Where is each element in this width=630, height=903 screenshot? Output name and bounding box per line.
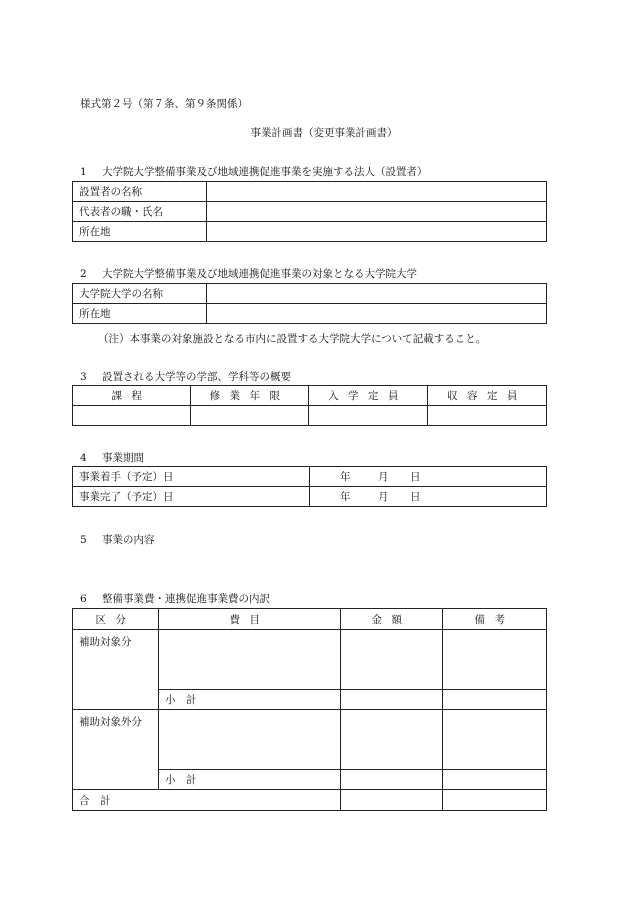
table-header-row (73, 386, 547, 406)
section-2-heading (80, 266, 417, 281)
total-capacity-field[interactable] (428, 406, 547, 426)
column-header: 区分 (73, 609, 159, 630)
table-row (73, 304, 547, 324)
table-header-row (73, 609, 547, 630)
section-title: 大学院大学整備事業及び地域連携促進事業を実施する法人（設置者） (102, 166, 428, 178)
table-row (73, 630, 547, 690)
form-number: 様式第２号（第７条、第９条関係） (80, 98, 248, 110)
table-row (73, 284, 547, 304)
course-field[interactable] (73, 406, 191, 426)
row-label: 所在地 (73, 222, 207, 242)
section-number: 6 (80, 593, 87, 605)
table-row (73, 710, 547, 770)
total-amount-field[interactable] (341, 790, 443, 811)
subtotal-remarks-field[interactable] (443, 690, 547, 710)
table-row (73, 406, 547, 426)
section-number: 3 (80, 371, 87, 383)
section-title: 事業期間 (102, 452, 144, 464)
row-label: 事業着手（予定）日 (73, 467, 310, 487)
project-period-table (72, 466, 547, 507)
remarks-field[interactable] (443, 710, 547, 770)
day-label: 日 (410, 491, 421, 503)
row-label: 所在地 (73, 304, 207, 324)
section-3-heading (80, 369, 291, 384)
remarks-field[interactable] (443, 630, 547, 690)
year-label: 年 (340, 471, 351, 483)
section-6-heading (80, 591, 270, 606)
column-header: 収容定員 (428, 386, 547, 406)
section-title: 設置される大学等の学部、学科等の概要 (102, 371, 291, 383)
section-1-heading (80, 164, 428, 179)
amount-field[interactable] (341, 630, 443, 690)
admission-capacity-field[interactable] (309, 406, 428, 426)
month-label: 月 (378, 471, 389, 483)
establisher-address-field[interactable] (207, 222, 547, 242)
representative-field[interactable] (207, 202, 547, 222)
start-date-field[interactable] (310, 467, 547, 487)
month-label: 月 (378, 491, 389, 503)
faculty-overview-table (72, 385, 547, 426)
section-number: 2 (80, 268, 87, 280)
section-5-heading (80, 532, 155, 547)
section-number: 1 (80, 166, 87, 178)
column-header: 課程 (73, 386, 191, 406)
row-label: 代表者の職・氏名 (73, 202, 207, 222)
category-label: 補助対象外分 (73, 710, 159, 790)
expense-item-field[interactable] (159, 630, 341, 690)
subtotal-label: 小 計 (159, 770, 341, 790)
section-4-heading (80, 450, 144, 465)
total-remarks-field[interactable] (443, 790, 547, 811)
section-title: 事業の内容 (102, 534, 155, 546)
subtotal-amount-field[interactable] (341, 690, 443, 710)
column-header: 修業年限 (191, 386, 309, 406)
cost-breakdown-table (72, 608, 547, 811)
table-row (73, 182, 547, 202)
table-row (73, 487, 547, 507)
subtotal-label: 小 計 (159, 690, 341, 710)
row-label: 大学院大学の名称 (73, 284, 207, 304)
expense-item-field[interactable] (159, 710, 341, 770)
university-name-field[interactable] (207, 284, 547, 304)
subtotal-remarks-field[interactable] (443, 770, 547, 790)
section-title: 大学院大学整備事業及び地域連携促進事業の対象となる大学院大学 (102, 268, 417, 280)
table-row (73, 222, 547, 242)
subtotal-amount-field[interactable] (341, 770, 443, 790)
row-label: 設置者の名称 (73, 182, 207, 202)
year-label: 年 (340, 491, 351, 503)
total-row (73, 790, 547, 811)
column-header: 金額 (341, 609, 443, 630)
document-title: 事業計画書（変更事業計画書） (250, 127, 398, 139)
end-date-field[interactable] (310, 487, 547, 507)
column-header: 費目 (159, 609, 341, 630)
total-label: 合 計 (73, 790, 341, 811)
establisher-table (72, 181, 547, 242)
section-title: 整備事業費・連携促進事業費の内訳 (102, 593, 270, 605)
years-field[interactable] (191, 406, 309, 426)
section-2-note: （注）本事業の対象施設となる市内に設置する大学院大学について記載すること。 (98, 333, 487, 345)
establisher-name-field[interactable] (207, 182, 547, 202)
table-row (73, 202, 547, 222)
section-number: 4 (80, 452, 87, 464)
university-table (72, 283, 547, 324)
column-header: 備考 (443, 609, 547, 630)
row-label: 事業完了（予定）日 (73, 487, 310, 507)
university-address-field[interactable] (207, 304, 547, 324)
section-number: 5 (80, 534, 87, 546)
category-label: 補助対象分 (73, 630, 159, 710)
amount-field[interactable] (341, 710, 443, 770)
table-row (73, 467, 547, 487)
day-label: 日 (410, 471, 421, 483)
column-header: 入学定員 (309, 386, 428, 406)
